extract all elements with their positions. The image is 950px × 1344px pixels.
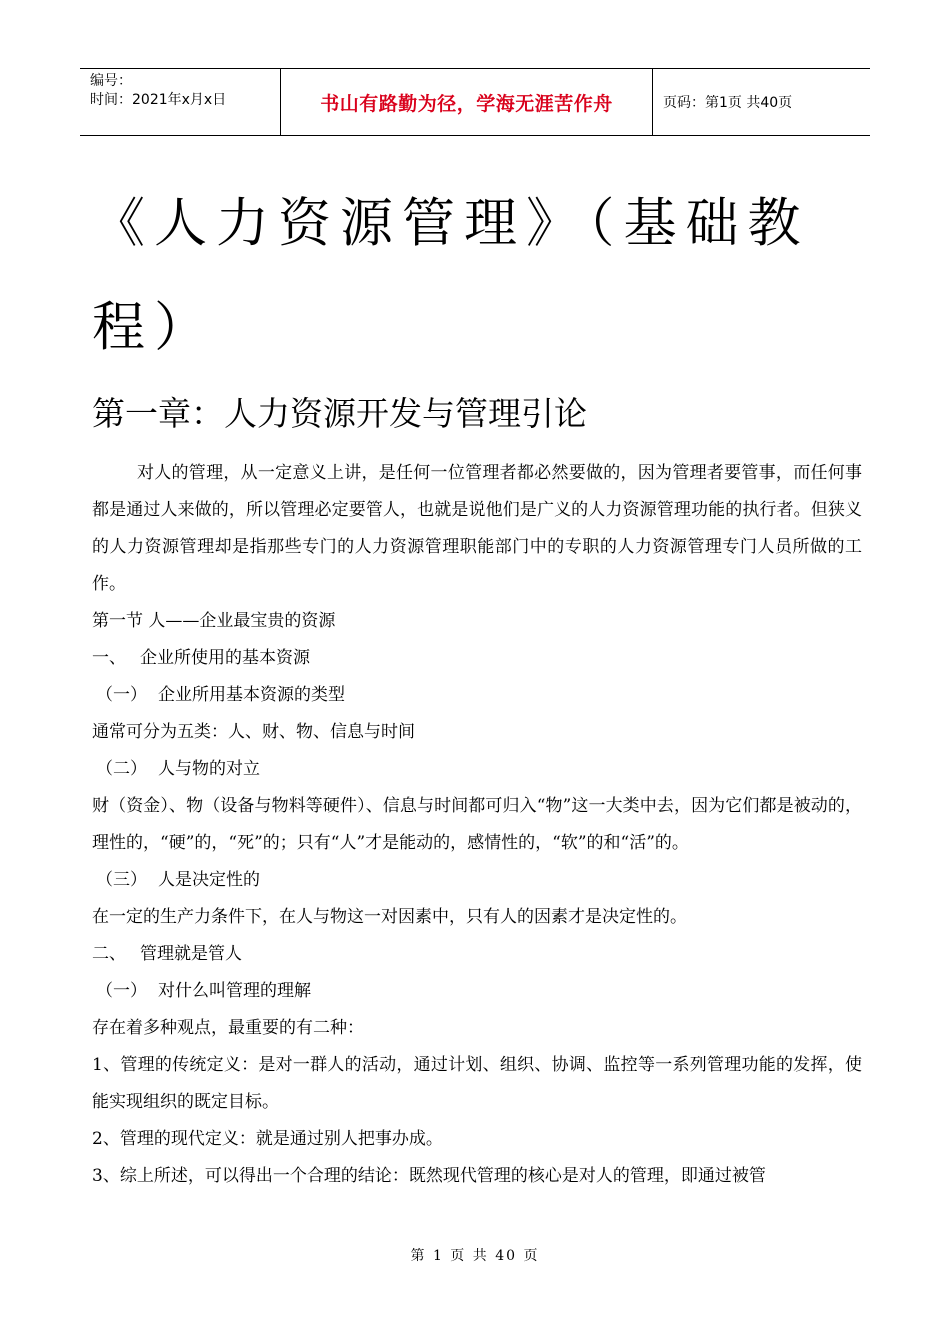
heading-text: 对什么叫管理的理解 — [158, 981, 311, 1001]
heading-text: 人是决定性的 — [158, 870, 260, 890]
body-paragraph: 1、管理的传统定义：是对一群人的活动，通过计划、组织、协调、监控等一系列管理功能的发挥，使能实现组织的既定目标。 — [92, 1055, 862, 1112]
chapter-heading: 第一章：人力资源开发与管理引论 — [92, 394, 587, 433]
header-motto: 书山有路勤为径，学海无涯苦作舟 — [281, 69, 653, 135]
body-paragraph: 3、综上所述，可以得出一个合理的结论：既然现代管理的核心是对人的管理，即通过被管 — [92, 1166, 766, 1186]
body-paragraph: 2、管理的现代定义：就是通过别人把事办成。 — [92, 1129, 443, 1149]
intro-paragraph: 对人的管理，从一定意义上讲，是任何一位管理者都必然要做的，因为管理者要管事，而任何事都是通过人来做的，所以管理必定要管人，也就是说他们是广义的人力资源管理功能的执行者。但狭义的人力资源管理却是指那些专门的人力资源管理职能部门中的专职的人力资源管理专门人员所做的工作。 — [92, 463, 862, 594]
header-page-info: 页码：第1页 共40页 — [663, 95, 793, 111]
document-number-label: 编号： — [90, 73, 132, 89]
heading-level2 — [92, 862, 862, 899]
heading-level1 — [92, 936, 862, 973]
document-title: 《人力资源管理》（基础教程） — [92, 193, 810, 358]
body-paragraph: 在一定的生产力条件下，在人与物这一对因素中，只有人的因素才是决定性的。 — [92, 907, 687, 927]
heading-text: 企业所使用的基本资源 — [140, 648, 310, 668]
heading-text: 企业所用基本资源的类型 — [158, 685, 345, 705]
section-heading: 第一节 人——企业最宝贵的资源 — [92, 611, 336, 631]
header-table — [80, 68, 870, 136]
body-paragraph: 存在着多种观点，最重要的有二种： — [92, 1018, 364, 1038]
heading-marker: 二、 — [92, 944, 126, 964]
heading-marker: （一） — [96, 685, 147, 705]
body-paragraph: 财（资金）、物（设备与物料等硬件）、信息与时间都可归入“物”这一大类中去，因为它们都是被动的，理性的，“硬”的，“死”的；只有“人”才是能动的，感情性的，“软”的和“活”的。 — [92, 796, 862, 853]
document-time-label: 时间：2021年x月x日 — [90, 92, 227, 108]
heading-marker: （一） — [96, 981, 147, 1001]
heading-level1 — [92, 640, 862, 677]
heading-marker: （三） — [96, 870, 147, 890]
heading-text: 人与物的对立 — [158, 759, 260, 779]
heading-level2 — [92, 973, 862, 1010]
body-paragraph: 通常可分为五类：人、财、物、信息与时间 — [92, 722, 415, 742]
heading-level2 — [92, 677, 862, 714]
heading-level2 — [92, 751, 862, 788]
page-footer: 第 1 页 共 40 页 — [410, 1248, 540, 1264]
heading-text: 管理就是管人 — [140, 944, 242, 964]
header-left-cell — [80, 69, 281, 135]
document-body — [92, 455, 862, 1195]
heading-marker: （二） — [96, 759, 147, 779]
heading-marker: 一、 — [92, 648, 126, 668]
